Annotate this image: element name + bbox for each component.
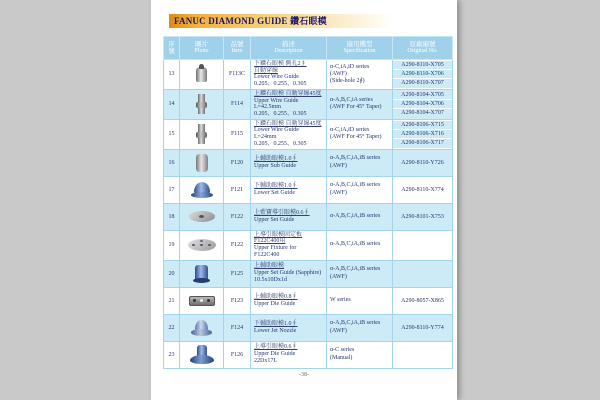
- column-header-no: 序號: [164, 37, 180, 60]
- item-code: F122: [224, 203, 251, 230]
- row-number: 22: [164, 314, 180, 341]
- product-photo: [182, 344, 222, 366]
- description-cell: 上導引眼模固定板 F122C400用 Upper Fixture for F122C400: [251, 230, 327, 260]
- item-code: F126: [224, 341, 251, 368]
- table-row: [164, 60, 453, 90]
- specification-cell: α-C,iA,iD series (AWF For 45° Taper): [327, 119, 393, 149]
- row-number: 19: [164, 230, 180, 260]
- product-table: [163, 36, 453, 369]
- table-row: [164, 230, 453, 260]
- product-photo: [182, 263, 222, 285]
- description-cell: 上輔助眼模 Upper Set Guide (Sapphire) 10.5x10Dx1d: [251, 260, 327, 287]
- description-cell: 上輔助眼模0.8∮ Upper Die Guide: [251, 287, 327, 314]
- original-no-cell: [393, 260, 453, 287]
- table-row: [164, 203, 453, 230]
- specification-cell: W series: [327, 287, 393, 314]
- specification-cell: α-A,B,C,iA,iB series (AWF): [327, 314, 393, 341]
- specification-cell: α-C series (Manual): [327, 341, 393, 368]
- page-title: FANUC DIAMOND GUIDE 鑽石眼模: [169, 14, 393, 28]
- page-number: -38-: [299, 372, 309, 378]
- product-photo: [182, 179, 222, 201]
- catalog-page: [151, 0, 457, 400]
- row-number: 23: [164, 341, 180, 368]
- product-photo: [182, 290, 222, 312]
- original-no-cell: [393, 341, 453, 368]
- row-number: 18: [164, 203, 180, 230]
- original-no-cell: [393, 230, 453, 260]
- row-number: 20: [164, 260, 180, 287]
- column-header-specification: 適用機型 Specification: [327, 37, 393, 60]
- item-code: F113C: [224, 60, 251, 90]
- description-cell: 下輔助眼模1.0∮ Lower Jet Nozzle: [251, 314, 327, 341]
- table-row: [164, 149, 453, 176]
- original-no-cell: A290-8106-X715 A290-8106-X716 A290-8106-X717: [393, 119, 453, 149]
- original-no-cell: A290-8110-X774: [393, 176, 453, 203]
- table-row: [164, 176, 453, 203]
- specification-cell: α-C,iA,iD series (AWF) (Side-hole 2∮): [327, 60, 393, 90]
- description-cell: 上輔助眼模1.0∮ Upper Sub Guide: [251, 149, 327, 176]
- original-no-cell: A290-8110-Y726: [393, 149, 453, 176]
- column-header-original-no: 原廠編號 Original No.: [393, 37, 453, 60]
- description-cell: 下輔助眼模1.0∮ Lower Set Guide: [251, 176, 327, 203]
- product-photo: [182, 317, 222, 339]
- column-header-photo: 圖片 Photo: [180, 37, 224, 60]
- item-code: F124: [224, 314, 251, 341]
- product-photo: [182, 123, 222, 145]
- specification-cell: α-A,B,C,iA series (AWF For 45° Taper): [327, 89, 393, 119]
- item-code: F123: [224, 287, 251, 314]
- item-code: F115: [224, 119, 251, 149]
- row-number: 17: [164, 176, 180, 203]
- specification-cell: α-A,B,C,iA,iB series: [327, 203, 393, 230]
- row-number: 13: [164, 60, 180, 90]
- row-number: 15: [164, 119, 180, 149]
- description-cell: 上藍寶導引眼模0.6∮ Upper Set Guide: [251, 203, 327, 230]
- product-photo: [182, 93, 222, 115]
- row-number: 14: [164, 89, 180, 119]
- specification-cell: α-A,B,C,iA,iB series (AWF): [327, 149, 393, 176]
- original-no-cell: A290-8104-X705 A290-8104-X706 A290-8104-X707: [393, 89, 453, 119]
- original-no-cell: A290-8101-X753: [393, 203, 453, 230]
- product-photo: [182, 63, 222, 85]
- table-body: [164, 60, 453, 369]
- row-number: 16: [164, 149, 180, 176]
- table-header: [164, 37, 453, 60]
- product-photo: [182, 234, 222, 256]
- column-header-description: 描述 Description: [251, 37, 327, 60]
- table-row: [164, 119, 453, 149]
- item-code: F125: [224, 260, 251, 287]
- table-row: [164, 260, 453, 287]
- table-row: [164, 341, 453, 368]
- table-row: [164, 89, 453, 119]
- description-cell: 下鑽石眼模 自動穿線45度 Lower Wire Guide L=24mm 0.205、0.255、0.305: [251, 119, 327, 149]
- row-number: 21: [164, 287, 180, 314]
- item-code: F122: [224, 230, 251, 260]
- specification-cell: α-A,B,C,iA,iB series: [327, 230, 393, 260]
- product-photo: [182, 206, 222, 228]
- item-code: F120: [224, 149, 251, 176]
- description-cell: 上導引眼模0.6∮ Upper Die Guide 22Dx17L: [251, 341, 327, 368]
- column-header-item: 品號 Item: [224, 37, 251, 60]
- product-photo: [182, 152, 222, 174]
- table-row: [164, 314, 453, 341]
- table-row: [164, 287, 453, 314]
- specification-cell: α-A,B,C,iA,iB series (AWF): [327, 176, 393, 203]
- original-no-cell: A290-8057-X865: [393, 287, 453, 314]
- original-no-cell: A290-8110-X705 A290-8110-X706 A290-8110-X707: [393, 60, 453, 90]
- specification-cell: α-A,B,C,iA,iB series (AWF): [327, 260, 393, 287]
- description-cell: 下鑽石眼模 側孔2∮ 自動穿線 Lower Wire Guide 0.205、0.255、0.305: [251, 60, 327, 90]
- original-no-cell: A290-8110-Y774: [393, 314, 453, 341]
- item-code: F121: [224, 176, 251, 203]
- description-cell: 上鑽石眼模 自動穿線45度 Upper Wire Guide L=42.5mm 0.205、0.255、0.305: [251, 89, 327, 119]
- item-code: F114: [224, 89, 251, 119]
